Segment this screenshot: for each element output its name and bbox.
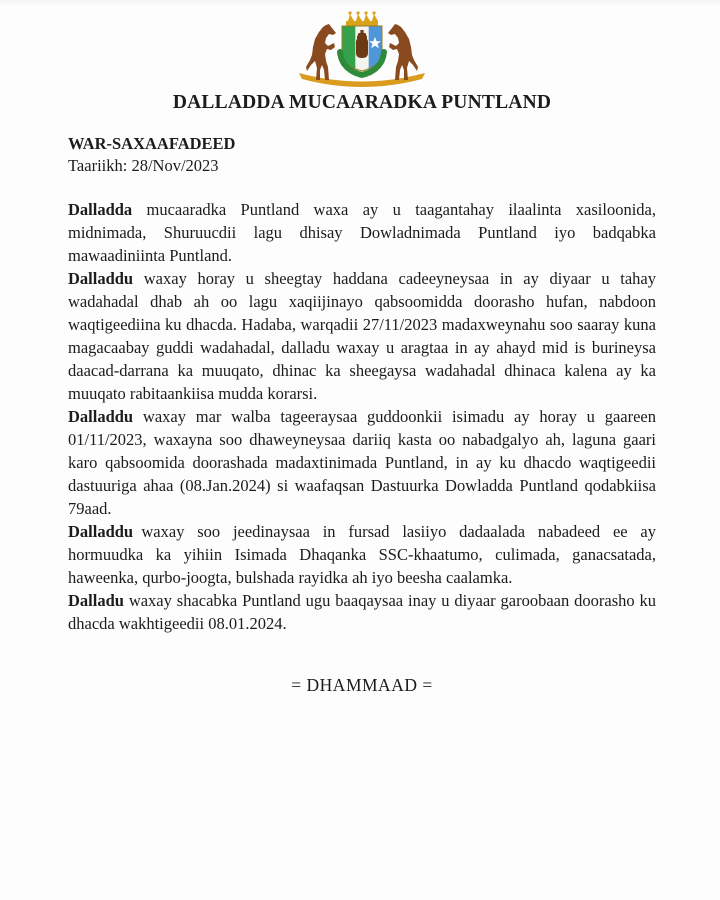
crown-icon <box>346 11 378 26</box>
press-release-label: WAR-SAXAAFADEED <box>68 134 236 153</box>
closing-mark: = DHAMMAAD = <box>291 675 433 695</box>
paragraph-4 <box>68 520 656 589</box>
emblem-container <box>68 10 656 90</box>
org-title: DALLADDA MUCAARADKA PUNTLAND <box>172 92 552 113</box>
paragraph-1-text: mucaaradka Puntland waxa ay u taagantahay ilaalinta xasiloonida, midnimada, Shuruucdii lagu dhisay Dowladnimada Puntland iyo badqabka mawaadiniinta Puntland. <box>68 200 656 265</box>
paragraph-1 <box>68 198 656 267</box>
puntland-coat-of-arms-icon <box>293 10 431 90</box>
paragraph-5-lead: Dalladu <box>68 591 124 610</box>
paragraph-5-text: waxay shacabka Puntland ugu baaqaysaa inay u diyaar garoobaan doorasho ku dhacda wakhtigeedii 08.01.2024. <box>68 591 656 633</box>
paragraph-2-text: waxay horay u sheegtay haddana cadeeyneysaa in ay diyaar u tahay wadahadal dhab ah oo lagu xaqiijinayo qabsoomidda doorasho hufan, nabdoon waqtigeediina ku dhacda. Hadaba, warqadii 27/11/2023 madaxweynahu soo saaray kuna magacaabay guddi wadahadal, dalladu waxay u aragtaa in ay ahayd mid is burineysa daacad-darrana ka muuqato, dhinac ka sheegaysa wadahadal dhinaca kalena ay ka muuqato rabitaankiisa mudda korarsi. <box>68 269 656 403</box>
paragraph-2 <box>68 267 656 405</box>
document-body <box>68 198 656 635</box>
paragraph-3 <box>68 405 656 520</box>
horse-right-icon <box>388 24 418 80</box>
paragraph-4-lead: Dalladdu <box>68 522 134 541</box>
date-line: Taariikh: 28/Nov/2023 <box>68 156 219 175</box>
paragraph-3-text: waxay mar walba tageeraysaa guddoonkii isimadu ay horay u gaareen 01/11/2023, waxayna soo dhaweyneysaa dariiq kasta oo nabadgalyo ah, laguna gaari karo qabsoomida doorashada madaxtinimada Puntland, in ay ku dhacdo waqtigeedii dastuuriga ahaa (08.Jan.2024) si waafaqsan Dastuurka Dowladda Puntland qodabkiisa 79aad. <box>68 407 656 518</box>
paragraph-1-lead: Dalladda <box>68 200 133 219</box>
paragraph-3-lead: Dalladdu <box>68 407 134 426</box>
paragraph-5 <box>68 589 656 635</box>
paragraph-4-text: waxay soo jeedinaysaa in fursad lasiiyo dadaalada nabadeed ee ay hormuudka ka yihiin Isimada Dhaqanka SSC-khaatumo, culimada, ganacsatada, haweenka, qurbo-joogta, bulshada rayidka ah iyo beesha caalamka. <box>68 522 656 587</box>
paragraph-2-lead: Dalladdu <box>68 269 134 288</box>
horse-left-icon <box>306 24 336 80</box>
